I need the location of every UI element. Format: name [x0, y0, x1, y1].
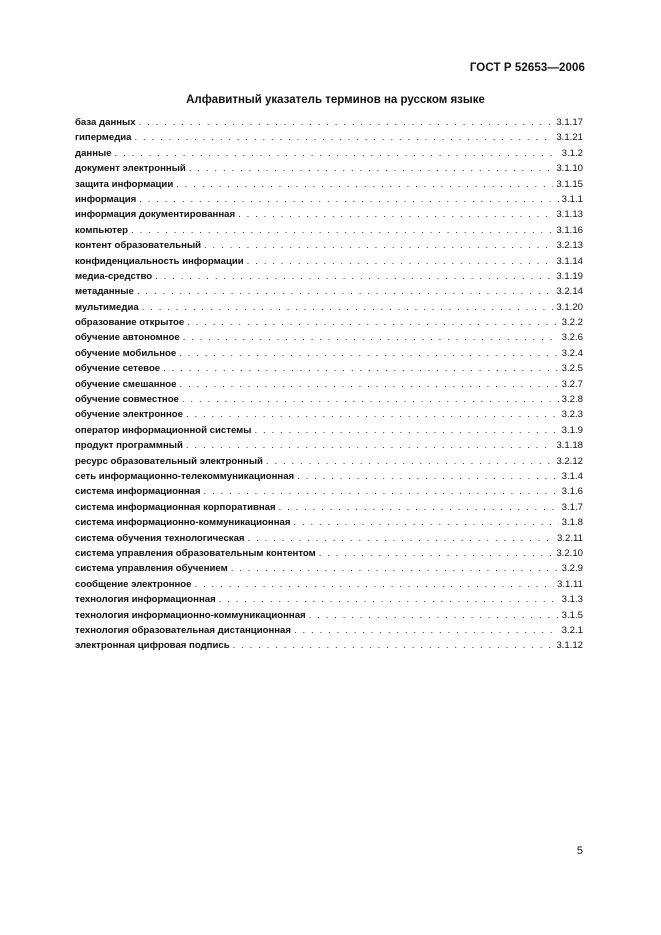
- index-term: обучение электронное: [75, 409, 183, 421]
- index-entry: [75, 269, 583, 284]
- index-entry: [75, 207, 583, 222]
- dot-leader: [233, 638, 554, 653]
- index-ref: 3.1.16: [556, 224, 583, 236]
- index-ref: 3.2.4: [561, 347, 583, 359]
- index-term: информация документированная: [75, 209, 236, 221]
- index-entry: [75, 577, 583, 592]
- index-entry: [75, 115, 583, 130]
- index-entry: [75, 300, 583, 315]
- index-entry: [75, 592, 583, 607]
- index-entry: [75, 192, 583, 207]
- index-ref: 3.1.14: [556, 255, 583, 267]
- index-term: ресурс образовательный электронный: [75, 455, 263, 467]
- index-entry: [75, 315, 583, 330]
- dot-leader: [139, 192, 558, 207]
- dot-leader: [139, 115, 554, 130]
- index-ref: 3.1.6: [561, 486, 583, 498]
- index-entry: [75, 423, 583, 438]
- dot-leader: [182, 392, 559, 407]
- dot-leader: [179, 346, 558, 361]
- dot-leader: [204, 238, 553, 253]
- dot-leader: [293, 515, 558, 530]
- index-ref: 3.2.6: [561, 332, 583, 344]
- dot-leader: [115, 146, 559, 161]
- index-ref: 3.1.4: [561, 470, 583, 482]
- index-entry: [75, 161, 583, 176]
- index-ref: 3.1.9: [561, 424, 583, 436]
- index-ref: 3.2.10: [556, 547, 583, 559]
- index-entry: [75, 377, 583, 392]
- index-ref: 3.2.12: [556, 455, 583, 467]
- index-entry: [75, 346, 583, 361]
- index-entry: [75, 515, 583, 530]
- index-term: система информационная корпоративная: [75, 501, 276, 513]
- index-term: защита информации: [75, 178, 174, 190]
- index-ref: 3.1.12: [556, 640, 583, 652]
- index-ref: 3.1.10: [556, 163, 583, 175]
- dot-leader: [248, 531, 554, 546]
- index-entry: [75, 484, 583, 499]
- index-ref: 3.2.9: [561, 563, 583, 575]
- index-ref: 3.1.19: [556, 270, 583, 282]
- dot-leader: [131, 223, 553, 238]
- index-term: база данных: [75, 117, 136, 128]
- index-term: система информационная: [75, 486, 201, 498]
- index-term: технология информационная: [75, 594, 216, 606]
- index-entry: [75, 146, 583, 161]
- index-ref: 3.2.8: [561, 394, 583, 406]
- dot-leader: [219, 592, 559, 607]
- index-entry: [75, 469, 583, 484]
- index-term: документ электронный: [75, 163, 186, 175]
- dot-leader: [137, 284, 553, 299]
- index-ref: 3.1.2: [561, 147, 583, 159]
- index-entry: [75, 638, 583, 653]
- dot-leader: [247, 254, 554, 269]
- index-entry: [75, 407, 583, 422]
- index-term: компьютер: [75, 224, 129, 236]
- index-term: сообщение электронное: [75, 578, 192, 590]
- index-entry: [75, 561, 583, 576]
- dot-leader: [297, 469, 559, 484]
- index-ref: 3.2.3: [561, 409, 583, 421]
- page-number: 5: [576, 845, 583, 857]
- index-term: конфиденциальность информации: [75, 255, 244, 267]
- index-term: обучение автономное: [75, 332, 180, 344]
- standard-header: ГОСТ Р 52653—2006: [469, 62, 585, 74]
- dot-leader: [254, 423, 558, 438]
- dot-leader: [179, 377, 558, 392]
- index-term: система обучения технологическая: [75, 532, 245, 544]
- index-ref: 3.2.7: [561, 378, 583, 390]
- index-entry: [75, 238, 583, 253]
- index-ref: 3.1.21: [556, 132, 583, 144]
- dot-leader: [186, 438, 553, 453]
- index-term: контент образовательный: [75, 240, 202, 252]
- index-term: медиа-средство: [75, 270, 153, 282]
- dot-leader: [186, 407, 559, 422]
- index-term: обучение совместное: [75, 394, 179, 406]
- index-term: оператор информационной системы: [75, 424, 252, 436]
- index-entry: [75, 546, 583, 561]
- index-term: система информационно-коммуникационная: [75, 517, 291, 529]
- index-term: электронная цифровая подпись: [75, 640, 230, 652]
- index-ref: 3.2.14: [556, 286, 583, 298]
- dot-leader: [294, 623, 559, 638]
- index-entry: [75, 130, 583, 145]
- index-entry: [75, 608, 583, 623]
- index-title: Алфавитный указатель терминов на русском языке: [186, 94, 485, 106]
- dot-leader: [319, 546, 554, 561]
- index-ref: 3.1.7: [561, 501, 583, 513]
- dot-leader: [176, 177, 553, 192]
- dot-leader: [135, 130, 554, 145]
- term-index-list: [75, 115, 583, 654]
- index-ref: 3.2.5: [561, 363, 583, 375]
- index-ref: 3.1.1: [561, 193, 583, 205]
- index-entry: [75, 392, 583, 407]
- dot-leader: [142, 300, 554, 315]
- dot-leader: [194, 577, 554, 592]
- dot-leader: [183, 330, 559, 345]
- dot-leader: [231, 561, 559, 576]
- dot-leader: [163, 361, 559, 376]
- index-term: технология образовательная дистанционная: [75, 624, 291, 636]
- index-ref: 3.1.8: [561, 517, 583, 529]
- index-term: обучение смешанное: [75, 378, 177, 390]
- dot-leader: [309, 608, 559, 623]
- index-term: сеть информационно-телекоммуникационная: [75, 470, 295, 482]
- index-term: информация: [75, 193, 137, 205]
- index-ref: 3.1.18: [556, 440, 583, 452]
- index-entry: [75, 500, 583, 515]
- index-ref: 3.2.11: [557, 532, 583, 544]
- index-term: технология информационно-коммуникационная: [75, 609, 306, 621]
- index-entry: [75, 361, 583, 376]
- index-term: система управления обучением: [75, 563, 228, 575]
- index-ref: 3.2.2: [561, 317, 583, 329]
- index-term: обучение сетевое: [75, 363, 161, 375]
- index-ref: 3.1.15: [556, 178, 583, 190]
- index-entry: [75, 531, 583, 546]
- dot-leader: [266, 454, 553, 469]
- dot-leader: [238, 207, 553, 222]
- index-term: мультимедиа: [75, 301, 139, 313]
- index-term: гипермедиа: [75, 132, 132, 144]
- index-ref: 3.1.20: [556, 301, 583, 313]
- index-entry: [75, 177, 583, 192]
- index-term: данные: [75, 147, 112, 159]
- index-ref: 3.1.3: [561, 594, 583, 606]
- dot-leader: [279, 500, 559, 515]
- index-ref: 3.1.11: [557, 578, 583, 590]
- index-entry: [75, 438, 583, 453]
- index-entry: [75, 284, 583, 299]
- dot-leader: [189, 161, 553, 176]
- index-ref: 3.1.5: [561, 609, 583, 621]
- index-entry: [75, 623, 583, 638]
- index-ref: 3.1.13: [556, 209, 583, 221]
- index-ref: 3.2.1: [561, 624, 583, 636]
- index-entry: [75, 254, 583, 269]
- dot-leader: [187, 315, 558, 330]
- index-ref: 3.1.17: [556, 117, 583, 128]
- index-ref: 3.2.13: [556, 240, 583, 252]
- dot-leader: [155, 269, 553, 284]
- index-term: обучение мобильное: [75, 347, 177, 359]
- index-term: продукт программный: [75, 440, 183, 452]
- index-entry: [75, 454, 583, 469]
- index-entry: [75, 223, 583, 238]
- index-term: образование открытое: [75, 317, 185, 329]
- index-entry: [75, 330, 583, 345]
- dot-leader: [204, 484, 559, 499]
- index-term: система управления образовательным контентом: [75, 547, 316, 559]
- index-term: метаданные: [75, 286, 134, 298]
